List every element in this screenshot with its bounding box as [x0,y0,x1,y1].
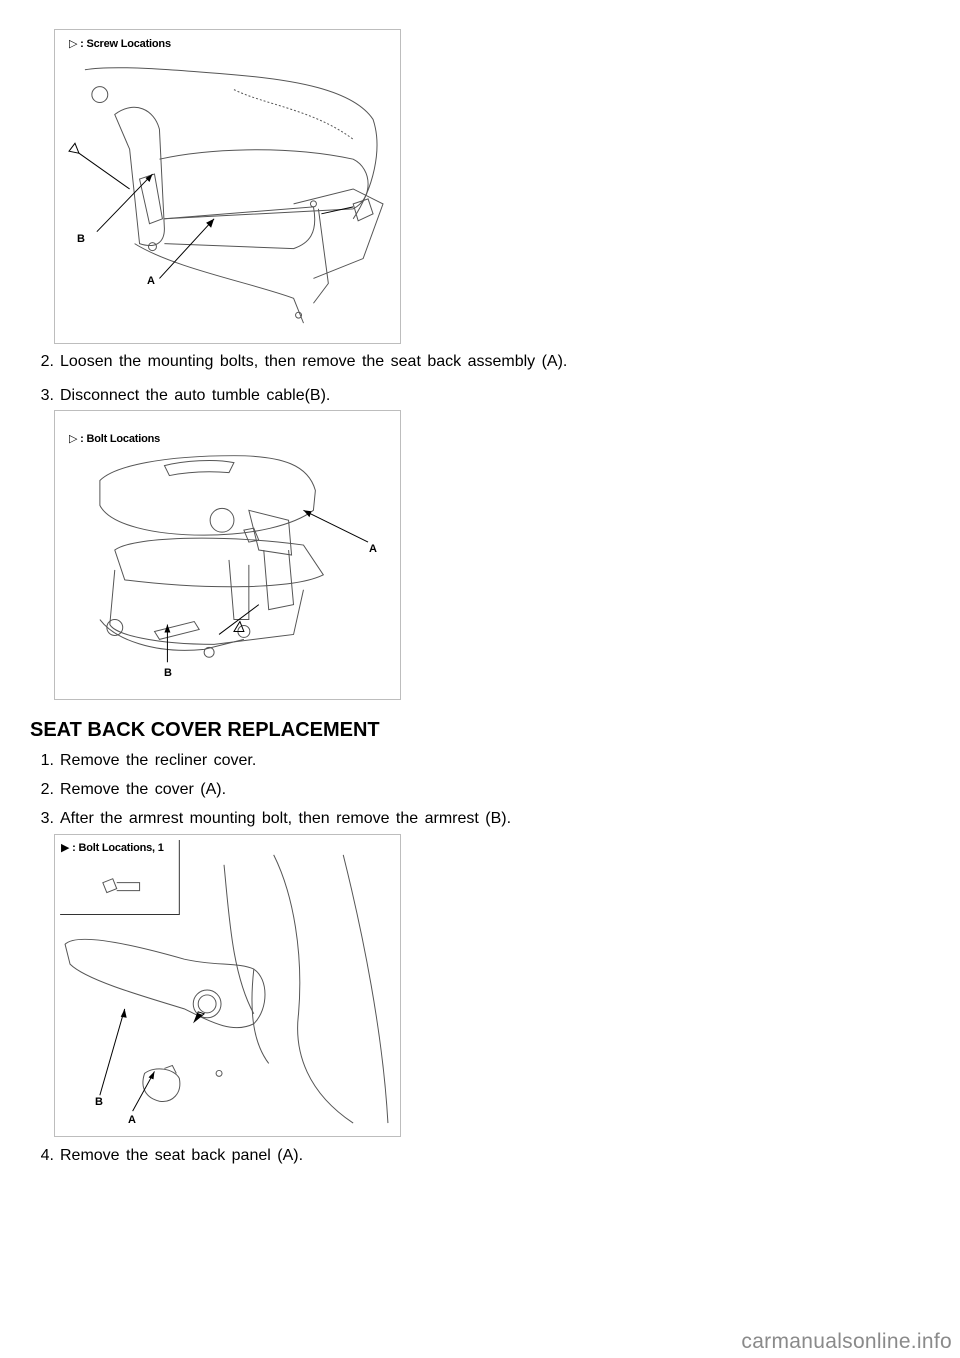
step-item [34,751,256,771]
step-text: Remove the cover (A). [60,781,227,798]
figure-bolt-locations [54,410,401,700]
seat-cushion-illustration [55,30,400,343]
step-number: 4. [40,1147,54,1164]
step-text: Remove the seat back panel (A). [60,1147,304,1164]
caption-text: : Bolt Locations [80,433,161,445]
step-number: 1. [40,752,54,769]
step-item [34,386,330,406]
step-number: 3. [40,387,54,404]
section-heading: SEAT BACK COVER REPLACEMENT [30,719,380,741]
step-number: 2. [40,353,54,370]
step-item [34,809,511,829]
step-text: Disconnect the auto tumble cable(B). [60,387,331,404]
step-text: Loosen the mounting bolts, then remove the seat back assembly (A). [60,353,568,370]
callout-b: B [164,667,172,679]
callout-a: A [147,275,155,287]
step-text: After the armrest mounting bolt, then remove the armrest (B). [60,810,512,827]
filled-triangle-icon: ▶ [61,842,70,854]
armrest-illustration [55,835,400,1136]
seat-back-assembly-illustration [55,411,400,699]
watermark: carmanualsonline.info [741,1330,952,1353]
step-number: 3. [40,810,54,827]
caption-text: : Screw Locations [80,38,171,50]
callout-a: A [128,1114,136,1126]
step-text: Remove the recliner cover. [60,752,257,769]
figure-screw-locations [54,29,401,344]
callout-b: B [77,233,85,245]
callout-b: B [95,1096,103,1108]
figure-caption [69,432,160,445]
step-item [34,1146,303,1166]
step-number: 2. [40,781,54,798]
figure-caption [61,841,164,854]
callout-a: A [369,543,377,555]
open-triangle-icon: ▷ [69,38,78,50]
figure-caption [69,37,171,50]
caption-text: : Bolt Locations, 1 [72,842,164,854]
figure-bolt-locations-armrest [54,834,401,1137]
step-item [34,780,226,800]
open-triangle-icon: ▷ [69,433,78,445]
step-item [34,352,567,372]
